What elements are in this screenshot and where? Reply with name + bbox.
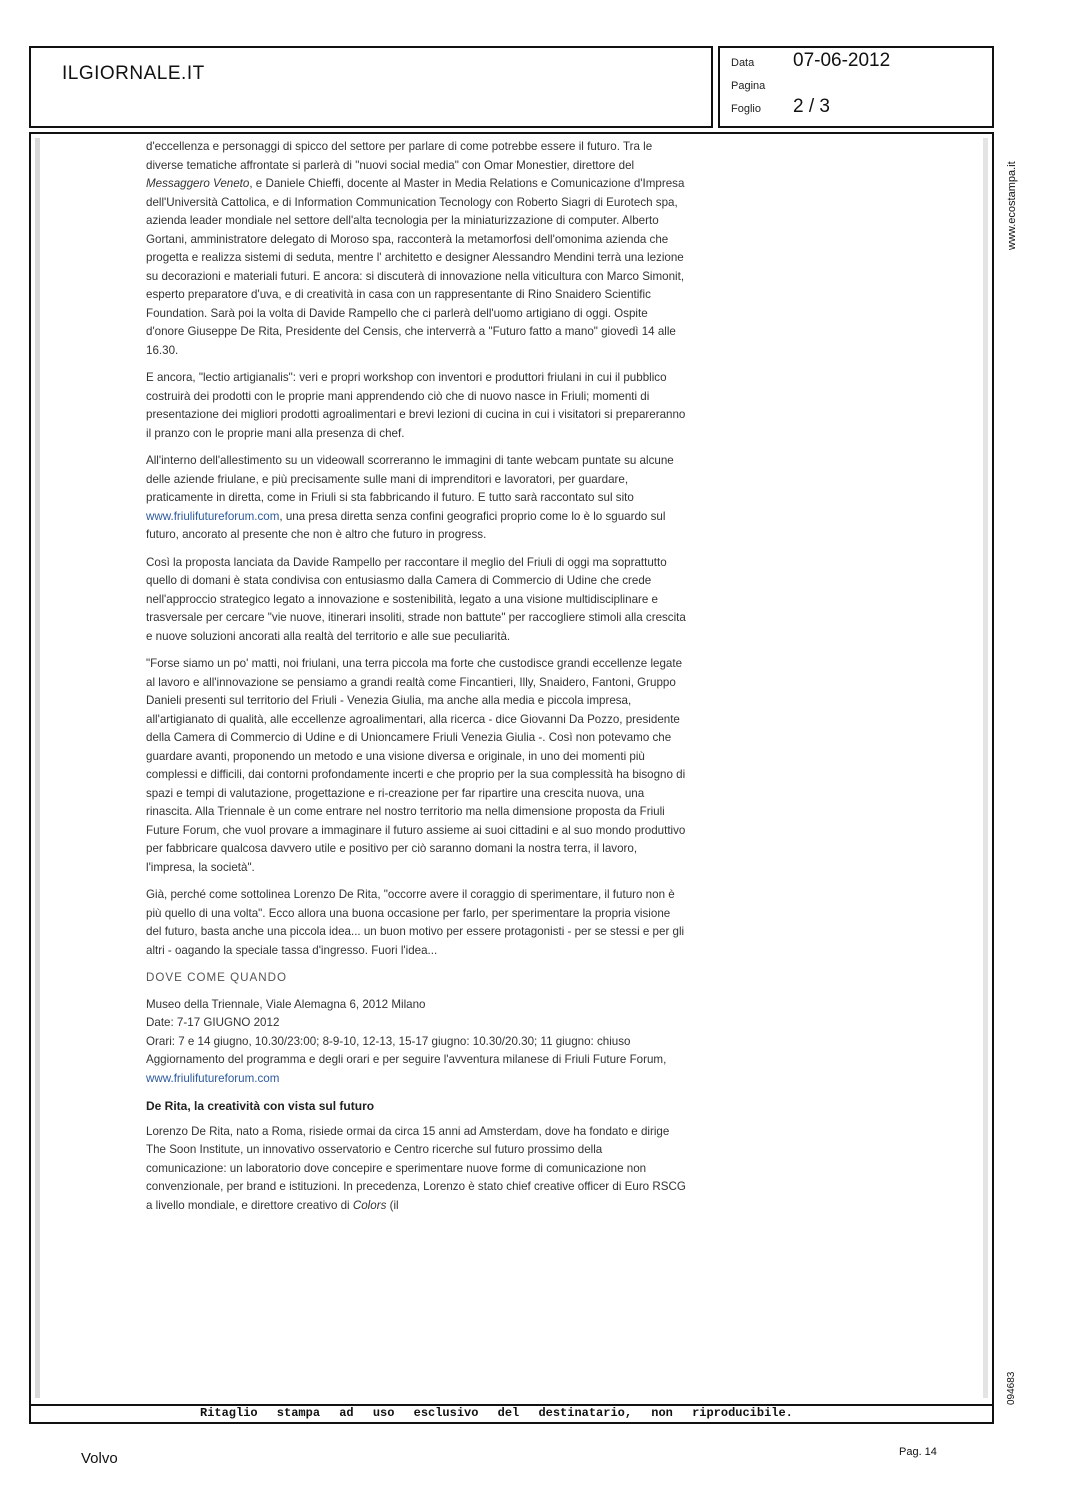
newspaper-title: Messaggero Veneto: [146, 177, 250, 190]
clipping-code: 094683: [1006, 1371, 1017, 1405]
section-heading: DOVE COME QUANDO: [146, 971, 287, 984]
info-link[interactable]: www.friulifutureforum.com: [146, 1071, 280, 1085]
article-body: [146, 138, 686, 1224]
disclaimer: Ritaglio stampa ad uso esclusivo del destinatario, non riproducibile.: [200, 1406, 793, 1420]
site-link[interactable]: www.friulifutureforum.com: [146, 509, 280, 523]
info-update: Aggiornamento del programma e degli orari e per seguire l'avventura milanese di Friuli Future Forum, www.friulifutureforum.com: [146, 1053, 667, 1085]
masthead-title: ILGIORNALE.IT: [62, 63, 205, 84]
paragraph-1: d'eccellenza e personaggi di spicco del settore per parlare di come potrebbe essere il futuro. Tra le diverse tematiche affrontate si parlerà di "nuovi social media" con Omar Monestier, direttore del Messaggero Veneto, e Daniele Chieffi, docente al Master in Media Relations e Comunicazione d'Impresa dell'Università Cattolica, e di Information Communication Tecnology con Roberto Siagri di Eurotech spa, azienda leader mondiale nel settore dell'alta tecnologia per la miniaturizzazione di computer. Alberto Gortani, amministratore delegato di Moroso spa, racconterà la metamorfosi dell'omonima azienda che progetta e realizza sistemi di seduta, mentre l' architetto e designer Alessandro Mendini terrà una lezione su decorazioni e materiali futuri. E ancora: si discuterà di innovazione nella viticultura con Marco Simonit, esperto preparatore d'uva, e di creatività in casa con un rappresentante di Rino Snaidero Scientific Foundation. Sarà poi la volta di Davide Rampello che ci parlerà dell'uomo artigiano di oggi. Ospite d'onore Giuseppe De Rita, Presidente del Censis, che interverrà a "Futuro fatto a mano" giovedì 14 alle 16.30.: [146, 140, 685, 357]
paragraph-4: Così la proposta lanciata da Davide Rampello per raccontare il meglio del Friuli di oggi ma soprattutto quello di domani è stata condivisa con entusiasmo dalla Camera di Commercio di Udine che crede nell'approccio strategico legato a innovazione e sostenibilità, legato a una visione multidisciplinare e trasversale per cercare "vie nuove, itinerari insoliti, strade non battute" per raccogliere stimoli alla crescita e nuove soluzioni ancorati alla realtà del territorio e alle sue peculiarità.: [146, 555, 686, 643]
info-hours: Orari: 7 e 14 giugno, 10.30/23:00; 8-9-10, 12-13, 15-17 giugno: 10.30/20.30; 11 giugno: chiuso: [146, 1034, 631, 1048]
paragraph-7: Lorenzo De Rita, nato a Roma, risiede ormai da circa 15 anni ad Amsterdam, dove ha fondato e dirige The Soon Institute, un innovativo osservatorio e Centro ricerche sul futuro prossimo della comunicazione: un laboratorio dove concepire e sperimentare nuove forme di comunicazione non convenzionale, per brand e istituzioni. In precedenza, Lorenzo è stato chief creative officer di Euro RSCG a livello mondiale, e direttore creativo di Colors (il: [146, 1124, 686, 1212]
masthead-box: [29, 46, 713, 128]
meta-box: [718, 46, 994, 128]
sub-heading: De Rita, la creatività con vista sul futuro: [146, 1099, 375, 1113]
pagina-label: Pagina: [731, 80, 766, 92]
foglio-label: Foglio: [731, 103, 761, 115]
page-number: Pag. 14: [899, 1446, 937, 1458]
paragraph-5: "Forse siamo un po' matti, noi friulani, una terra piccola ma forte che custodisce grandi eccellenze legate al lavoro e all'innovazione se pensiamo a grandi realtà come Fincantieri, Illy, Snaidero, Fantoni, Gruppo Danieli presenti sul territorio del Friuli - Venezia Giulia, ma anche alla media e piccola impresa, all'artigianato di qualità, alle eccellenze agroalimentari, alla ricerca - dice Giovanni Da Pozzo, presidente della Camera di Commercio di Udine e di Unioncamere Friuli Venezia Giulia -. Così non potevamo che guardare avanti, proponendo un metodo e una visione diversa e originale, in uno dei momenti più complessi e difficili, dai contorni profondamente incerti e che proprio per la sua complessità ha bisogno di spazi e tempi di valutazione, progettazione e ri-creazione per far ripartire una crescita nuova, una rinascita. Alla Triennale è un come entrare nel nostro territorio ma nella dimensione proposta da Friuli Future Forum, che vuol provare a immaginare il futuro assieme ai suoi cittadini e al suo mondo produttivo per fabbricare qualcosa davvero utile e positivo per ciò saranno domani la nostra terra, il lavoro, l'impresa, la società".: [146, 657, 686, 874]
client-name: Volvo: [81, 1450, 118, 1467]
paragraph-2: E ancora, "lectio artigianalis": veri e propri workshop con inventori e produttori friulani in cui il pubblico costruirà dei prodotti con le proprie mani apprendendo ciò che di nuovo nasce in Friuli; momenti di presentazione dei migliori prodotti agroalimentari e brevi lezioni di cucina in cui i visitatori si prepareranno il pranzo con le proprie mani alla presenza di chef.: [146, 371, 686, 440]
ecostampa-url: www.ecostampa.it: [1006, 161, 1018, 250]
scan-shadow-right: [983, 138, 988, 1398]
paragraph-6: Già, perché come sottolinea Lorenzo De Rita, "occorre avere il coraggio di sperimentare, il futuro non è più quello di una volta". Ecco allora una buona occasione per farlo, per sperimentare la propria visione del futuro, basta anche una piccola idea... un buon motivo per essere protagonisti - per se stessi e per gli altri - oagando la speciale tassa d'ingresso. Fuori l'idea...: [146, 888, 685, 957]
scan-shadow-left: [35, 138, 40, 1398]
info-venue: Museo della Triennale, Viale Alemagna 6, 2012 Milano: [146, 997, 426, 1011]
paragraph-3: All'interno dell'allestimento su un videowall scorreranno le immagini di tante webcam puntate su alcune delle aziende friulane, e più precisamente sulle mani di imprenditori e lavoratori, per guardare, praticamente in diretta, come in Friuli si sta fabbricando il futuro. E tutto sarà raccontato sul sito www.friulifutureforum.com, una presa diretta senza confini geografici proprio come lo è lo sguardo sul futuro, ancorato al presente che non è altro che futuro in progress.: [146, 454, 674, 541]
foglio-value: 2 / 3: [793, 96, 830, 117]
info-dates: Date: 7-17 GIUGNO 2012: [146, 1016, 280, 1029]
data-value: 07-06-2012: [793, 50, 891, 71]
magazine-title: Colors: [352, 1198, 387, 1212]
data-label: Data: [731, 57, 755, 69]
